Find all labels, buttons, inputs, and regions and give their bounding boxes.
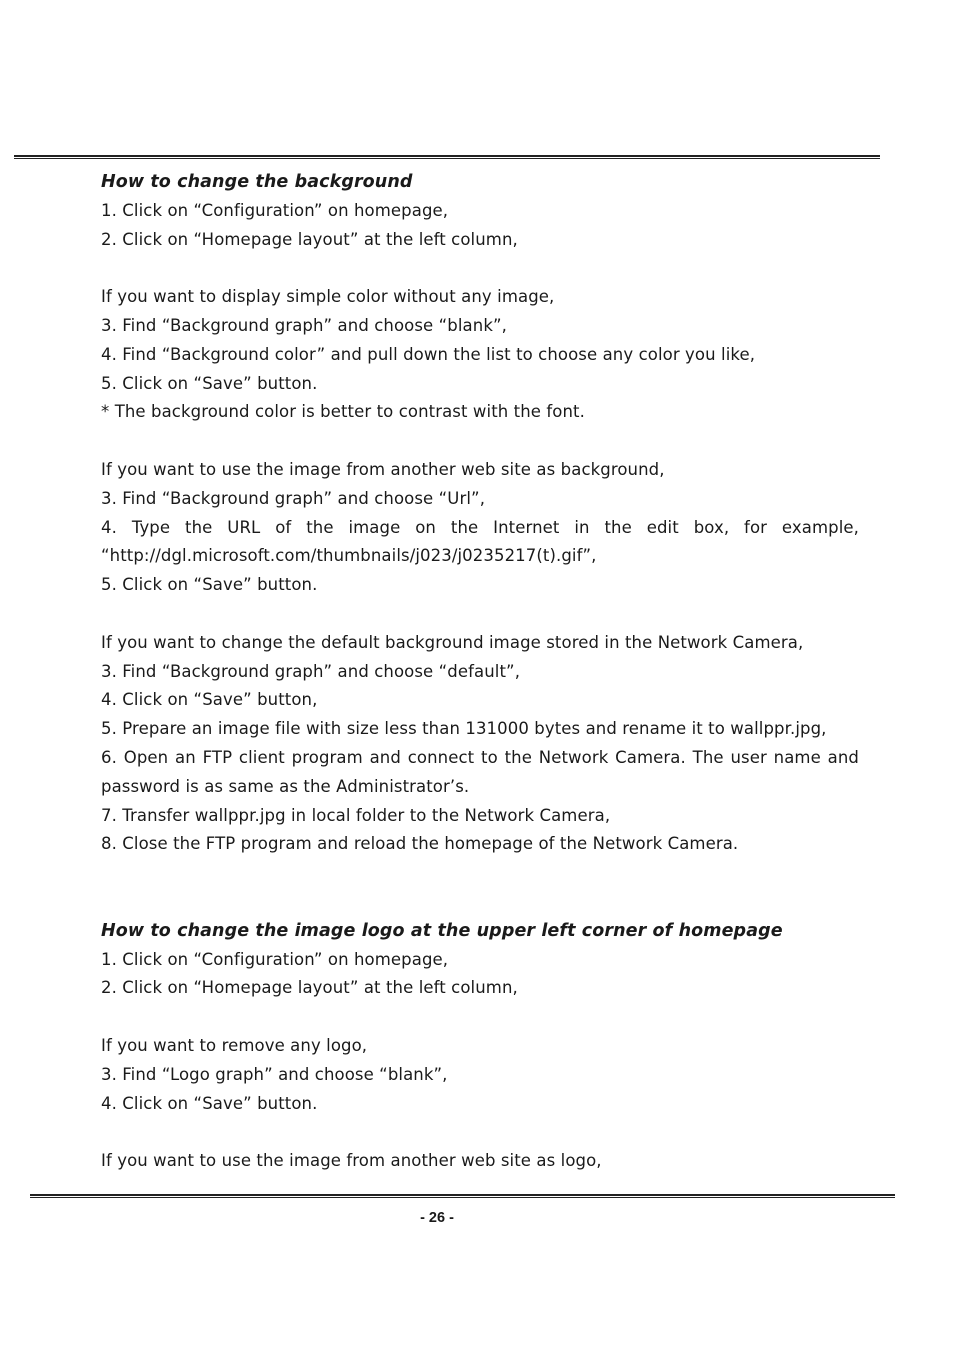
step-line: 1. Click on “Configuration” on homepage, bbox=[101, 949, 449, 969]
step-line: 2. Click on “Homepage layout” at the left column, bbox=[101, 978, 518, 998]
step-line: 3. Find “Background graph” and choose “blank”, bbox=[101, 315, 507, 335]
step-line: 8. Close the FTP program and reload the homepage of the Network Camera. bbox=[101, 834, 739, 854]
footer-rule bbox=[30, 1194, 895, 1198]
step-line: 5. Click on “Save” button. bbox=[101, 373, 318, 393]
step-line: 4. Click on “Save” button. bbox=[101, 1093, 318, 1113]
step-line: 3. Find “Background graph” and choose “Url”, bbox=[101, 488, 486, 508]
header-rule bbox=[14, 155, 880, 159]
condition-line: If you want to remove any logo, bbox=[101, 1035, 368, 1055]
note-line: * The background color is better to contrast with the font. bbox=[101, 402, 585, 422]
step-line: 7. Transfer wallppr.jpg in local folder to the Network Camera, bbox=[101, 805, 611, 825]
step-line: 3. Find “Background graph” and choose “default”, bbox=[101, 661, 521, 681]
condition-line: If you want to use the image from another web site as background, bbox=[101, 459, 665, 479]
page-number: - 26 - bbox=[420, 1210, 454, 1226]
step-line: 5. Click on “Save” button. bbox=[101, 575, 318, 595]
condition-line: If you want to use the image from another web site as logo, bbox=[101, 1151, 602, 1171]
step-line: 1. Click on “Configuration” on homepage, bbox=[101, 200, 449, 220]
step-line: 4. Click on “Save” button, bbox=[101, 690, 318, 710]
step-line: 4. Find “Background color” and pull down the list to choose any color you like, bbox=[101, 344, 756, 364]
section-heading-logo: How to change the image logo at the upper left corner of homepage bbox=[101, 920, 783, 941]
step-line: 5. Prepare an image file with size less than 131000 bytes and rename it to wallppr.jpg, bbox=[101, 719, 827, 739]
document-body bbox=[101, 168, 859, 1176]
step-line: 3. Find “Logo graph” and choose “blank”, bbox=[101, 1064, 448, 1084]
condition-line: If you want to display simple color without any image, bbox=[101, 287, 555, 307]
condition-line: If you want to change the default background image stored in the Network Camera, bbox=[101, 632, 804, 652]
section-heading-background: How to change the background bbox=[101, 172, 413, 192]
step-paragraph: 6. Open an FTP client program and connect to the Network Camera. The user name and password is as same as the Administrator’s. bbox=[101, 747, 859, 796]
step-line: 2. Click on “Homepage layout” at the left column, bbox=[101, 229, 518, 249]
step-paragraph: 4. Type the URL of the image on the Internet in the edit box, for example, “http://dgl.microsoft.com/thumbnails/j023/j0235217(t).gif”, bbox=[101, 517, 859, 566]
